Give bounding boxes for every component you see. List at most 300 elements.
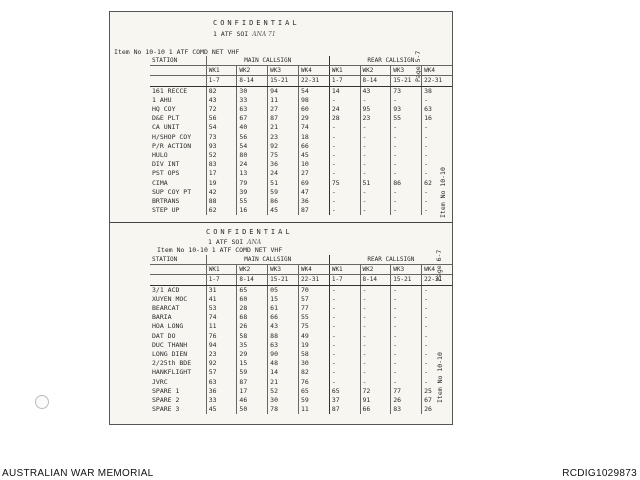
week-header: WK2 (360, 265, 391, 275)
callsign-cell: - (391, 188, 422, 197)
callsign-cell: 56 (206, 114, 237, 123)
station-name: D&E PLT (152, 114, 180, 123)
callsign-cell: 58 (237, 332, 268, 341)
table-row (150, 96, 452, 105)
callsign-cell: 91 (360, 396, 391, 405)
callsign-cell: 78 (268, 405, 299, 414)
callsign-cell: - (329, 359, 360, 368)
callsign-cell: 43 (206, 96, 237, 105)
station-name: DUC THANH (152, 340, 188, 349)
callsign-cell: 46 (237, 396, 268, 405)
table-row (150, 322, 452, 331)
callsign-cell: 11 (268, 96, 299, 105)
callsign-cell: 28 (329, 114, 360, 123)
page-label: Page 6-7 (435, 249, 443, 281)
callsign-cell: - (422, 377, 452, 386)
callsign-cell: 93 (206, 142, 237, 151)
item-side-label: Item No 10-10 (436, 352, 444, 403)
callsign-cell: 25 (422, 387, 452, 396)
soi-label: 1 ATF SOI ANA (208, 238, 262, 246)
callsign-cell: 54 (237, 142, 268, 151)
callsign-cell: 15 (237, 359, 268, 368)
callsign-cell: 24 (329, 105, 360, 114)
callsign-cell: 43 (268, 322, 299, 331)
callsign-cell: - (329, 322, 360, 331)
callsign-cell: - (360, 169, 391, 178)
callsign-cell: 14 (268, 368, 299, 377)
callsign-cell: - (360, 341, 391, 350)
callsign-cell: 39 (237, 188, 268, 197)
week-header: WK1 (206, 66, 237, 76)
callsign-cell: 42 (206, 188, 237, 197)
table-row (150, 178, 452, 187)
callsign-cell: 17 (237, 387, 268, 396)
callsign-cell: - (422, 142, 452, 151)
callsign-cell: - (391, 304, 422, 313)
archive-id: RCDIG1029873 (562, 468, 637, 479)
callsign-cell: 30 (268, 396, 299, 405)
callsign-cell: 23 (360, 114, 391, 123)
callsign-cell: 90 (268, 350, 299, 359)
callsign-cell: - (391, 123, 422, 132)
callsign-cell: - (360, 206, 391, 215)
week-header: WK1 (329, 66, 360, 76)
soi-label: 1 ATF SOI ANA 71 (213, 30, 276, 38)
callsign-cell: 36 (206, 387, 237, 396)
station-name: 2/25th BDE (152, 359, 192, 368)
callsign-cell: 11 (206, 322, 237, 331)
station-name: HULO (152, 150, 168, 159)
handwritten-note: ANA 71 (252, 31, 276, 38)
callsign-cell: - (329, 332, 360, 341)
callsign-cell: 65 (299, 387, 330, 396)
callsign-cell: - (422, 322, 452, 331)
callsign-cell: 24 (237, 160, 268, 169)
callsign-cell: 51 (360, 178, 391, 187)
callsign-cell: - (422, 332, 452, 341)
table-row (150, 387, 452, 396)
day-range-header: 22-31 (422, 76, 452, 86)
punch-hole (35, 395, 49, 409)
callsign-cell: 40 (237, 123, 268, 132)
station-name: HANKFLIGHT (152, 368, 192, 377)
callsign-cell: 52 (268, 387, 299, 396)
callsign-cell: 65 (329, 387, 360, 396)
callsign-cell: 41 (206, 295, 237, 304)
day-range-header: 1-7 (206, 275, 237, 285)
callsign-cell: - (391, 350, 422, 359)
callsign-cell: 16 (422, 114, 452, 123)
callsign-table (150, 255, 452, 414)
table-row (150, 368, 452, 377)
callsign-cell: 27 (268, 105, 299, 114)
table-row (150, 123, 452, 132)
callsign-cell: - (422, 359, 452, 368)
callsign-cell: - (360, 151, 391, 160)
callsign-cell: 72 (206, 105, 237, 114)
callsign-cell: 66 (360, 405, 391, 414)
callsign-cell: 83 (206, 160, 237, 169)
day-range-header: 1-7 (329, 275, 360, 285)
callsign-cell: 94 (268, 86, 299, 96)
callsign-cell: 33 (206, 396, 237, 405)
callsign-cell: 98 (299, 96, 330, 105)
station-name: DIV INT (152, 160, 180, 169)
callsign-cell: - (422, 350, 452, 359)
week-header: WK1 (329, 265, 360, 275)
callsign-cell: 72 (360, 387, 391, 396)
table-row (150, 206, 452, 215)
callsign-cell: 21 (268, 123, 299, 132)
callsign-cell: - (422, 295, 452, 304)
callsign-cell: - (391, 197, 422, 206)
station-name: 161 RECCE (152, 86, 188, 95)
callsign-cell: 57 (299, 295, 330, 304)
callsign-cell: 57 (206, 368, 237, 377)
archive-credit: AUSTRALIAN WAR MEMORIAL (2, 468, 154, 479)
callsign-cell: - (329, 285, 360, 295)
callsign-cell: 82 (299, 368, 330, 377)
callsign-cell: 86 (391, 178, 422, 187)
station-name: HOA LONG (152, 322, 184, 331)
day-range-header: 8-14 (237, 76, 268, 86)
callsign-cell: - (422, 368, 452, 377)
station-name: P/R ACTION (152, 141, 192, 150)
callsign-cell: 69 (299, 178, 330, 187)
callsign-cell: 43 (360, 86, 391, 96)
callsign-cell: 62 (206, 206, 237, 215)
table-row (150, 197, 452, 206)
callsign-cell: 45 (206, 405, 237, 414)
week-header: WK2 (237, 265, 268, 275)
page-label: Page 5-7 (414, 50, 422, 82)
table-row (150, 105, 452, 114)
week-header: WK4 (422, 66, 452, 76)
callsign-cell: 54 (299, 86, 330, 96)
callsign-cell: 83 (391, 405, 422, 414)
callsign-cell: - (360, 359, 391, 368)
callsign-cell: 87 (299, 206, 330, 215)
callsign-cell: - (391, 368, 422, 377)
callsign-cell: - (422, 285, 452, 295)
station-name: 1 AHU (152, 95, 172, 104)
station-name: JVRC (152, 377, 168, 386)
table-row (150, 332, 452, 341)
callsign-cell: - (329, 197, 360, 206)
callsign-cell: 79 (237, 178, 268, 187)
callsign-cell: - (360, 96, 391, 105)
rear-callsign-header: REAR CALLSIGN (329, 255, 452, 265)
callsign-cell: 74 (206, 313, 237, 322)
callsign-cell: 63 (422, 105, 452, 114)
station-name: STEP UP (152, 206, 180, 215)
callsign-cell: 74 (299, 123, 330, 132)
confidential-heading: CONFIDENTIAL (213, 19, 300, 27)
callsign-cell: 28 (237, 304, 268, 313)
callsign-cell: 55 (391, 114, 422, 123)
callsign-cell: 86 (268, 197, 299, 206)
callsign-table (150, 56, 452, 215)
week-header: WK2 (360, 66, 391, 76)
table-row (150, 377, 452, 386)
callsign-cell: - (391, 341, 422, 350)
callsign-cell: 65 (237, 285, 268, 295)
callsign-cell: 15 (268, 295, 299, 304)
callsign-cell: 63 (268, 341, 299, 350)
top-panel (110, 12, 452, 221)
callsign-cell: 23 (206, 350, 237, 359)
callsign-cell: 26 (237, 322, 268, 331)
station-name: 3/1 ACD (152, 285, 180, 294)
table-row (150, 341, 452, 350)
station-name: SPARE 3 (152, 405, 180, 414)
callsign-cell: - (360, 160, 391, 169)
callsign-cell: - (360, 304, 391, 313)
table-row (150, 405, 452, 414)
callsign-cell: 62 (422, 178, 452, 187)
callsign-cell: - (329, 341, 360, 350)
callsign-cell: 27 (299, 169, 330, 178)
callsign-cell: 66 (268, 313, 299, 322)
callsign-cell: 49 (299, 332, 330, 341)
callsign-cell: - (422, 313, 452, 322)
callsign-cell: 05 (268, 285, 299, 295)
callsign-cell: - (329, 304, 360, 313)
day-range-header: 15-21 (391, 275, 422, 285)
callsign-cell: 16 (237, 206, 268, 215)
callsign-cell: - (329, 151, 360, 160)
callsign-cell: - (391, 295, 422, 304)
callsign-cell: 70 (299, 285, 330, 295)
callsign-cell: - (391, 151, 422, 160)
callsign-cell: - (329, 350, 360, 359)
callsign-cell: - (329, 313, 360, 322)
callsign-cell: - (360, 368, 391, 377)
callsign-cell: 36 (299, 197, 330, 206)
callsign-cell: - (329, 188, 360, 197)
callsign-cell: - (422, 206, 452, 215)
week-header: WK4 (422, 265, 452, 275)
callsign-cell: 88 (268, 332, 299, 341)
item-side-label: Item No 10-10 (439, 167, 447, 218)
day-range-header: 8-14 (360, 76, 391, 86)
confidential-heading: CONFIDENTIAL (206, 228, 293, 236)
callsign-cell: 53 (206, 304, 237, 313)
callsign-cell: - (360, 188, 391, 197)
callsign-cell: 92 (206, 359, 237, 368)
station-name: CIMA (152, 178, 168, 187)
callsign-cell: - (360, 123, 391, 132)
bottom-panel (110, 222, 452, 425)
callsign-cell: 93 (391, 105, 422, 114)
table-row (150, 160, 452, 169)
callsign-cell: 59 (237, 368, 268, 377)
station-name: PST OPS (152, 169, 180, 178)
callsign-cell: 76 (299, 377, 330, 386)
callsign-cell: 30 (237, 86, 268, 96)
callsign-cell: 87 (237, 377, 268, 386)
station-name: SPARE 1 (152, 386, 180, 395)
station-name: BARIA (152, 313, 172, 322)
callsign-cell: 35 (237, 341, 268, 350)
callsign-cell: 29 (237, 350, 268, 359)
handwritten-note: ANA (247, 239, 262, 246)
callsign-cell: - (329, 368, 360, 377)
callsign-cell: 60 (299, 105, 330, 114)
callsign-cell: 14 (329, 86, 360, 96)
callsign-cell: 59 (299, 396, 330, 405)
station-name: BRTRANS (152, 196, 180, 205)
callsign-cell: 26 (422, 405, 452, 414)
callsign-cell: 26 (391, 396, 422, 405)
callsign-cell: 67 (422, 396, 452, 405)
callsign-cell: 48 (268, 359, 299, 368)
callsign-cell: 30 (299, 359, 330, 368)
day-range-header: 1-7 (206, 76, 237, 86)
callsign-cell: - (391, 332, 422, 341)
callsign-cell: 19 (299, 341, 330, 350)
callsign-cell: 68 (237, 313, 268, 322)
callsign-cell: 76 (206, 332, 237, 341)
callsign-cell: - (329, 133, 360, 142)
callsign-cell: 33 (237, 96, 268, 105)
callsign-cell: - (422, 304, 452, 313)
day-range-header: 22-31 (422, 275, 452, 285)
week-header: WK3 (391, 265, 422, 275)
callsign-cell: - (329, 169, 360, 178)
main-callsign-header: MAIN CALLSIGN (206, 56, 329, 66)
callsign-cell: - (360, 322, 391, 331)
table-row (150, 285, 452, 295)
callsign-cell: 55 (237, 197, 268, 206)
callsign-cell: 92 (268, 142, 299, 151)
table-row (150, 359, 452, 368)
callsign-cell: - (329, 96, 360, 105)
station-name: DAT DO (152, 331, 176, 340)
callsign-cell: 31 (206, 285, 237, 295)
table-row (150, 114, 452, 123)
callsign-cell: - (329, 123, 360, 132)
callsign-cell: 63 (237, 105, 268, 114)
station-name: LONG DIEN (152, 349, 188, 358)
callsign-cell: 77 (391, 387, 422, 396)
callsign-cell: 75 (268, 151, 299, 160)
callsign-cell: - (360, 377, 391, 386)
callsign-cell: - (391, 169, 422, 178)
callsign-cell: - (391, 377, 422, 386)
callsign-cell: 13 (237, 169, 268, 178)
callsign-cell: 23 (268, 133, 299, 142)
day-range-header: 22-31 (299, 275, 330, 285)
station-name: HQ COY (152, 105, 176, 114)
callsign-cell: 11 (299, 405, 330, 414)
callsign-cell: 56 (237, 133, 268, 142)
callsign-cell: 77 (299, 304, 330, 313)
callsign-cell: 17 (206, 169, 237, 178)
callsign-cell: 21 (268, 377, 299, 386)
callsign-cell: - (422, 123, 452, 132)
station-name: BEARCAT (152, 304, 180, 313)
callsign-cell: 60 (237, 295, 268, 304)
callsign-cell: - (329, 295, 360, 304)
callsign-cell: 94 (206, 341, 237, 350)
table-row (150, 304, 452, 313)
day-range-header: 8-14 (237, 275, 268, 285)
week-header: WK3 (268, 265, 299, 275)
callsign-cell: 38 (422, 86, 452, 96)
callsign-cell: - (329, 142, 360, 151)
station-name: H/SHOP COY (152, 132, 192, 141)
callsign-cell: 37 (329, 396, 360, 405)
callsign-cell: 61 (268, 304, 299, 313)
day-range-header: 15-21 (268, 275, 299, 285)
callsign-cell: 18 (299, 133, 330, 142)
callsign-cell: 45 (268, 206, 299, 215)
callsign-cell: - (329, 377, 360, 386)
callsign-cell: - (391, 160, 422, 169)
station-name: SUP COY PT (152, 187, 192, 196)
callsign-cell: - (360, 332, 391, 341)
callsign-cell: - (422, 341, 452, 350)
table-row (150, 86, 452, 96)
table-row (150, 188, 452, 197)
day-range-header: 8-14 (360, 275, 391, 285)
callsign-cell: 10 (299, 160, 330, 169)
callsign-cell: - (391, 313, 422, 322)
callsign-cell: 87 (268, 114, 299, 123)
callsign-cell: 63 (206, 377, 237, 386)
callsign-cell: 51 (268, 178, 299, 187)
week-header: WK4 (299, 66, 330, 76)
station-name: XUYEN MOC (152, 294, 188, 303)
callsign-cell: 59 (268, 188, 299, 197)
callsign-cell: - (422, 197, 452, 206)
week-header: WK3 (391, 66, 422, 76)
week-header: WK3 (268, 66, 299, 76)
table-row (150, 396, 452, 405)
callsign-cell: 66 (299, 142, 330, 151)
callsign-cell: - (391, 206, 422, 215)
callsign-cell: - (422, 169, 452, 178)
callsign-cell: - (360, 197, 391, 206)
rear-callsign-header: REAR CALLSIGN (329, 56, 452, 66)
callsign-cell: 52 (206, 151, 237, 160)
callsign-cell: - (422, 151, 452, 160)
station-name: CA UNIT (152, 123, 180, 132)
callsign-cell: 75 (329, 178, 360, 187)
callsign-cell: 73 (206, 133, 237, 142)
callsign-cell: - (391, 96, 422, 105)
callsign-cell: 36 (268, 160, 299, 169)
table-row (150, 142, 452, 151)
item-heading: Item No 10-10 1 ATF COMD NET VHF (157, 246, 283, 254)
callsign-cell: 88 (206, 197, 237, 206)
callsign-cell: - (360, 133, 391, 142)
callsign-cell: - (391, 322, 422, 331)
callsign-cell: 47 (299, 188, 330, 197)
callsign-cell: 80 (237, 151, 268, 160)
station-header: STATION (150, 56, 206, 66)
day-range-header: 15-21 (391, 76, 422, 86)
station-header: STATION (150, 255, 206, 265)
callsign-cell: - (391, 359, 422, 368)
callsign-cell: 58 (299, 350, 330, 359)
callsign-cell: - (391, 285, 422, 295)
callsign-cell: - (360, 313, 391, 322)
callsign-cell: - (422, 160, 452, 169)
week-header: WK2 (237, 66, 268, 76)
callsign-cell: - (391, 142, 422, 151)
